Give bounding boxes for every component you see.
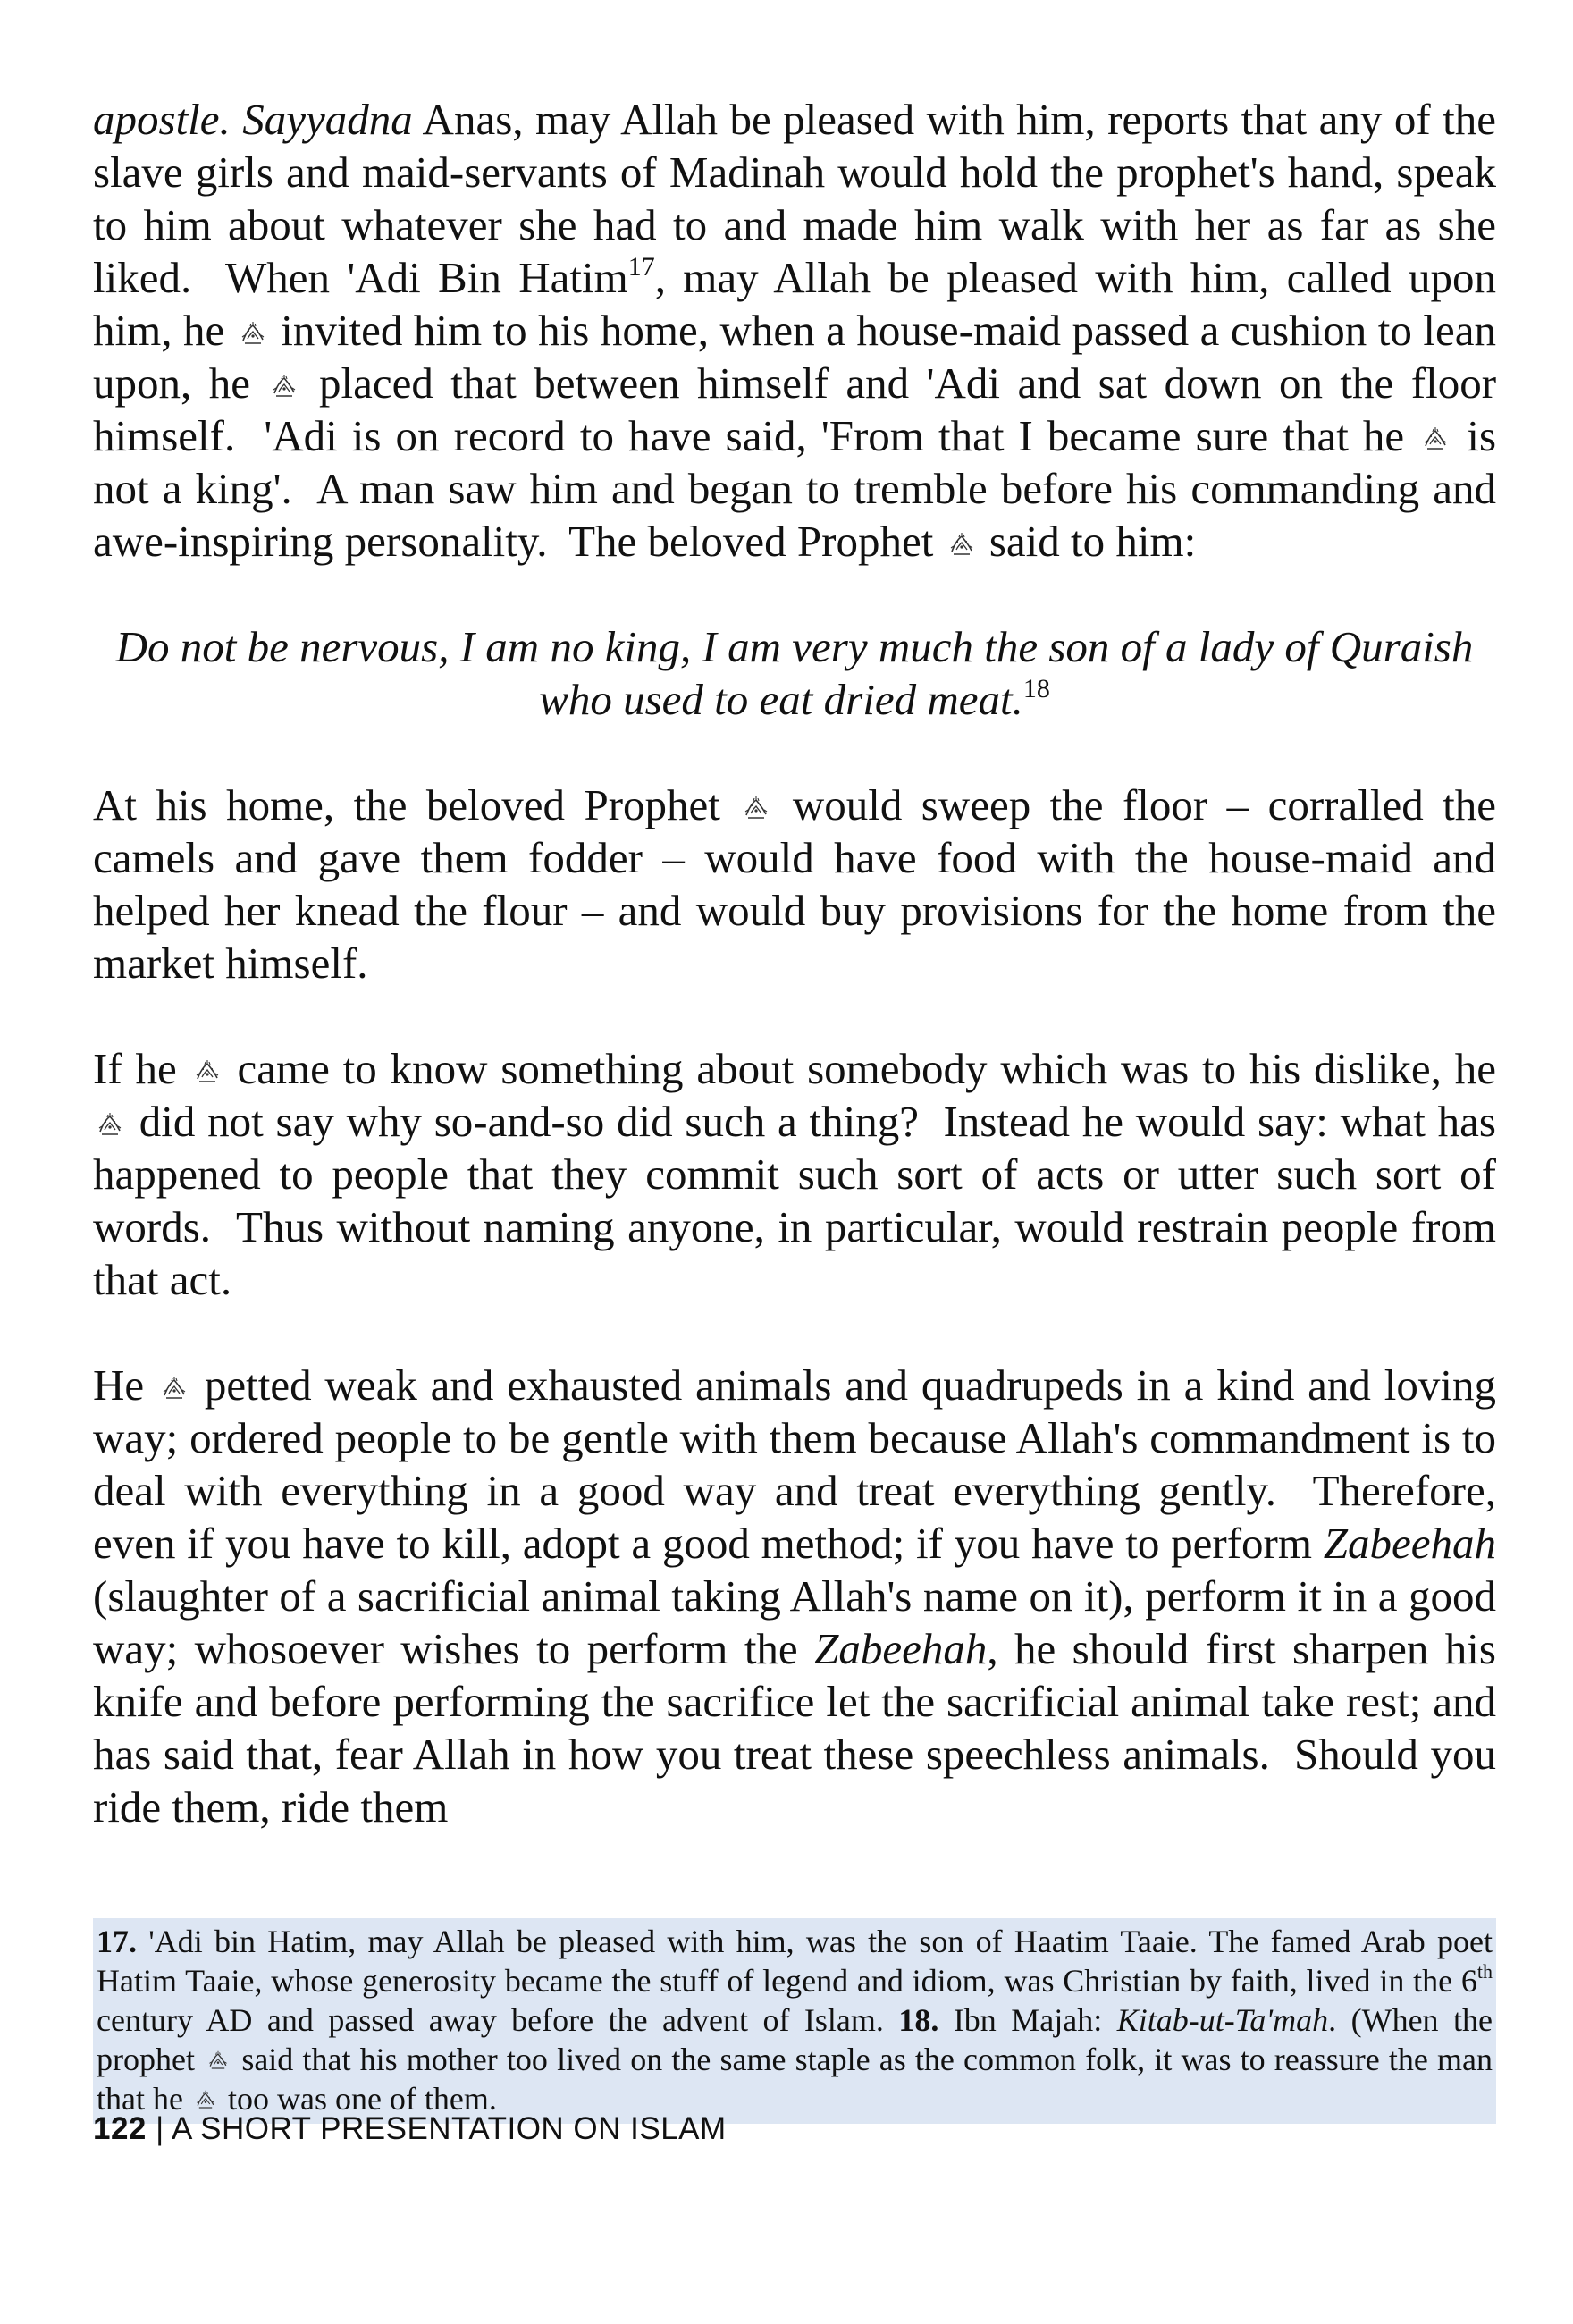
quote-text: Do not be nervous, I am no king, I am very much the son of a lady of Quraish who used to eat dried meat.	[115, 622, 1474, 724]
text-placed-cushion: placed that between himself and 'Adi and sat down on the floor himself. 'Adi is on record to have said, 'From that I became sure that he	[93, 358, 1508, 460]
text-sharpen-knife: , he should first sharpen his knife and before performing the sacrifice let the sacrificial animal take rest; and has said that, fear Allah in how you treat these speechless animals. Should you ride them, ride them	[93, 1624, 1508, 1831]
salawat-icon	[97, 1112, 123, 1139]
page-number: 122	[93, 2111, 147, 2146]
salawat-icon	[194, 1059, 221, 1086]
footnote-ref-18[interactable]: 18	[1022, 673, 1050, 703]
text-zabeehah: Zabeehah	[814, 1624, 988, 1673]
salawat-icon	[743, 796, 770, 822]
text-said-to-him: said to him:	[988, 517, 1197, 566]
footnotes-box	[93, 1918, 1496, 2124]
text-sayyadna: Sayyadna	[242, 95, 413, 144]
footnote-text: too was one of them.	[227, 2081, 497, 2117]
footnote-text: . (When the prophet	[97, 2002, 1493, 2077]
text-not-a-king: is not a king'. A man saw him and began to tremble before his commanding and awe-inspiring personality. The beloved Prophet	[93, 411, 1508, 566]
page-footer	[93, 2111, 727, 2147]
page-body	[93, 93, 1508, 1886]
hadith-quote	[93, 620, 1496, 726]
text-chores: would sweep the floor – corralled the camels and gave them fodder – would have food with the house-maid and helped her knead the flour – and would buy provisions for the home from the market himself.	[93, 780, 1508, 988]
paragraph-dislike	[93, 1042, 1508, 1306]
footnote-text: Ibn Majah:	[938, 2002, 1117, 2038]
footnote-number-18: 18.	[898, 2002, 939, 2038]
salawat-icon	[195, 2090, 216, 2111]
text-he: He	[93, 1360, 145, 1410]
text-if-he: If he	[93, 1044, 177, 1093]
paragraph-anas	[93, 93, 1508, 568]
salawat-icon	[161, 1376, 188, 1402]
footnote-number-17: 17.	[97, 1924, 137, 1959]
footer-separator: |	[156, 2111, 164, 2146]
book-title: A SHORT PRESENTATION ON ISLAM	[172, 2111, 727, 2146]
footnote-text: century AD and passed away before the advent of Islam.	[97, 2002, 899, 2038]
text-slaughter-note: (slaughter of a sacrificial animal taking Allah's name on it), perform it in a good way; whosoever wishes to perform the	[93, 1519, 1508, 1673]
text-anas-report: Anas, may Allah be pleased with him, reports that any of the slave girls and maid-servants of Madinah would hold the prophet's hand, speak to him about whatever she had to and made him walk with her as far as she liked. When 'Adi Bin Hatim	[93, 95, 1508, 302]
salawat-icon	[207, 2050, 229, 2072]
paragraph-home-chores	[93, 779, 1508, 989]
footnote-superscript: th	[1476, 1960, 1493, 1983]
salawat-icon	[240, 321, 266, 348]
footnote-ref-17[interactable]: 17	[627, 251, 655, 282]
text-invited: invited him to his home, when a house-maid passed a cushion to lean upon, he	[93, 306, 1508, 408]
text-zabeehah: Zabeehah	[1323, 1519, 1496, 1568]
salawat-icon	[271, 374, 298, 400]
salawat-icon	[948, 532, 975, 559]
text-apostle: apostle.	[93, 95, 231, 144]
text-adi-visit: , may Allah be pleased with him, called upon him, he	[93, 253, 1508, 355]
salawat-icon	[1422, 426, 1449, 453]
paragraph-animals	[93, 1359, 1508, 1833]
text-did-not-say: did not say why so-and-so did such a thing? Instead he would say: what has happened to people that they commit such sort of acts or utter such sort of words. Thus without naming anyone, in particular, would restrain people from that act.	[93, 1097, 1508, 1304]
footnote-text: 'Adi bin Hatim, may Allah be pleased with him, was the son of Haatim Taaie. The famed Arab poet Hatim Taaie, whose generosity became the stuff of legend and idiom, was Christian by faith, lived in the 6	[97, 1924, 1493, 1999]
text-at-home: At his home, the beloved Prophet	[93, 780, 720, 829]
text-petted-animals: petted weak and exhausted animals and quadrupeds in a kind and loving way; ordered people to be gentle with them because Allah's commandment is to deal with everything in a good way and treat everything gently. Therefore, even if you have to kill, adopt a good method; if you have to perform	[93, 1360, 1508, 1568]
text-came-to-know: came to know something about somebody which was to his dislike, he	[237, 1044, 1497, 1093]
footnote-book-title: Kitab-ut-Ta'mah	[1116, 2002, 1329, 2038]
footnote-text: said that his mother too lived on the same staple as the common folk, it was to reassure the man that he	[97, 2042, 1493, 2117]
